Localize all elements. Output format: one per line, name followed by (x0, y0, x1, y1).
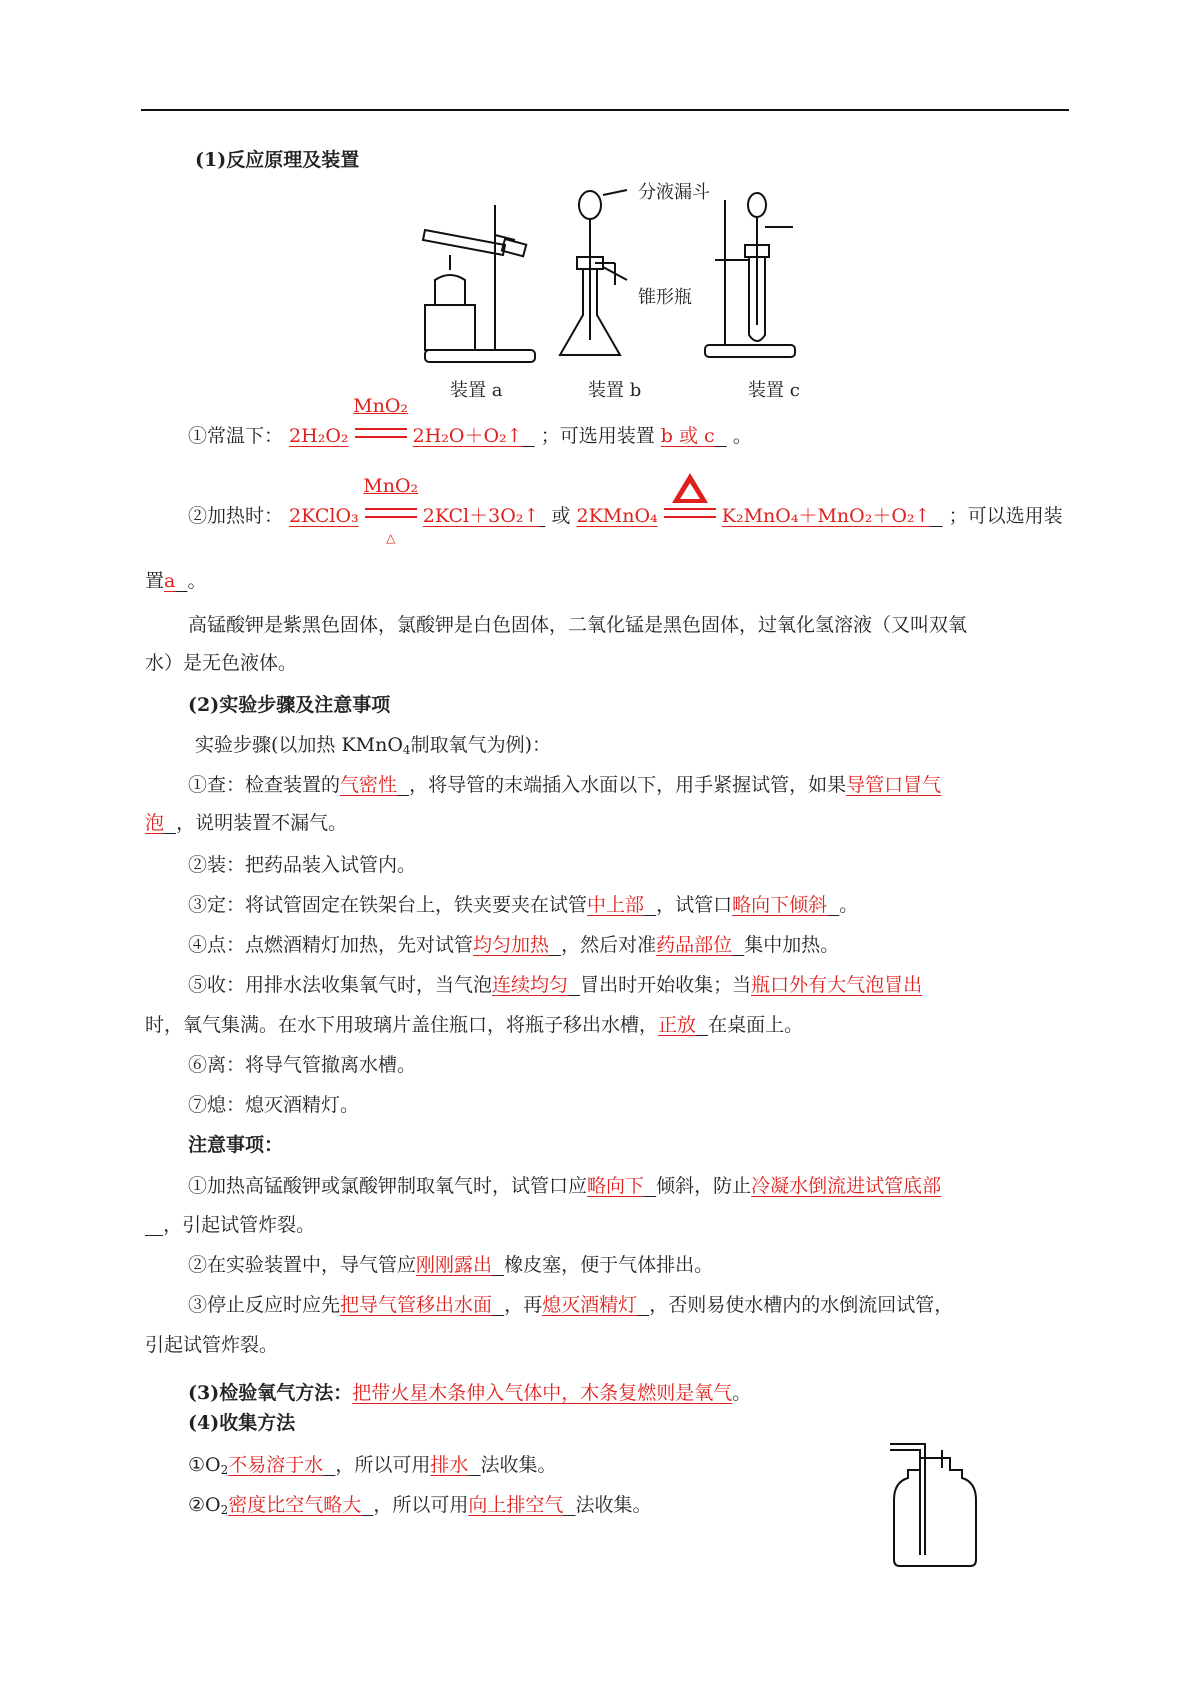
note1-line: ①加热高锰酸钾或氯酸钾制取氧气时，试管口应略向下 倾斜，防止冷凝水倒流进试管底部 (188, 1175, 942, 1197)
reaction1-end: 。 (732, 425, 752, 447)
reaction2-answer: a (164, 570, 176, 592)
caption-b: 装置 b (588, 380, 642, 401)
caption-a: 装置 a (450, 380, 503, 401)
reaction2-cont: 置 (145, 570, 165, 592)
notes-heading: 注意事项： (188, 1134, 284, 1156)
colors-note-line2: 水）是无色液体。 (145, 652, 298, 674)
step3-answer2: 略向下倾斜 (732, 894, 828, 916)
step5-line2: 时，氧气集满。在水下用玻璃片盖住瓶口，将瓶子移出水槽，正放 在桌面上。 (145, 1014, 804, 1036)
item2-answer1: 密度比空气略大 (228, 1494, 362, 1516)
item2-answer2: 向上排空气 (468, 1494, 564, 1516)
reaction1-arrow (353, 395, 409, 449)
note3-answer2: 熄灭酒精灯 (542, 1294, 638, 1316)
reaction2-prefix: ②加热时： (188, 505, 284, 527)
step3-answer1: 中上部 (587, 894, 645, 916)
reaction1-answer: b 或 c (660, 425, 715, 447)
section3-line: (3)检验氧气方法：把带火星木条伸入气体中，木条复燃则是氧气。 (188, 1382, 752, 1404)
step2-line: ②装：把药品装入试管内。 (188, 854, 417, 876)
step1-line: ①查：检查装置的气密性 ，将导管的末端插入水面以下，用手紧握试管，如果导管口冒气 (188, 774, 942, 796)
reaction2-arrow2 (664, 503, 716, 529)
reaction2-cont-line (145, 568, 206, 594)
step5-answer2: 瓶口外有大气泡冒出 (751, 974, 923, 996)
note1-answer2: 冷凝水倒流进试管底部 (751, 1175, 942, 1197)
reaction1-rhs: 2H₂O＋O₂↑ (412, 425, 523, 447)
heat-triangle-icon (672, 473, 708, 503)
collection-bottle-figure (880, 1440, 990, 1570)
reaction2-eq2-rhs: K₂MnO₄＋MnO₂＋O₂↑ (721, 505, 931, 527)
reaction2-end: 。 (187, 570, 207, 592)
step4-line: ④点：点燃酒精灯加热，先对试管均匀加热 ，然后对准药品部位 集中加热。 (188, 934, 840, 956)
step7-line: ⑦熄：熄灭酒精灯。 (188, 1094, 360, 1116)
reaction2-mid: ；可以选用装 (948, 505, 1063, 527)
step1-answer1: 气密性 (340, 774, 398, 796)
step1-line2: 泡 ，说明装置不漏气。 (145, 812, 348, 834)
step6-line: ⑥离：将导气管撤离水槽。 (188, 1054, 417, 1076)
funnel-label: 分液漏斗 (638, 182, 710, 203)
section4-heading: (4)收集方法 (188, 1412, 296, 1434)
step5-line: ⑤收：用排水法收集氧气时，当气泡连续均匀 冒出时开始收集；当瓶口外有大气泡冒出 (188, 974, 923, 996)
step5-answer3: 正放 (658, 1014, 697, 1036)
note1-answer1: 略向下 (587, 1175, 645, 1197)
steps-intro: 实验步骤(以加热 KMnO$_4$制取氧气为例)： (195, 734, 551, 757)
item1-answer1: 不易溶于水 (228, 1454, 324, 1476)
reaction2-eq1-lhs: 2KClO₃ (289, 505, 359, 527)
note3-line2: 引起试管炸裂。 (145, 1334, 279, 1356)
flask-label: 锥形瓶 (638, 287, 692, 308)
colors-note-line1: 高锰酸钾是紫黑色固体，氯酸钾是白色固体，二氧化锰是黑色固体，过氧化氢溶液（又叫双氧 (188, 614, 968, 636)
section1-heading: (1)反应原理及装置 (195, 149, 360, 171)
note3-line: ③停止反应时应先把导气管移出水面 ，再熄灭酒精灯 ，否则易使水槽内的水倒流回试管， (188, 1294, 954, 1316)
collect-item2: $②O_2$密度比空气略大 ，所以可用向上排空气 法收集。 (188, 1494, 652, 1517)
reaction2-or: 或 (551, 505, 571, 527)
reaction1-catalyst: MnO₂ (353, 395, 409, 417)
step3-line: ③定：将试管固定在铁架台上，铁夹要夹在试管中上部 ，试管口略向下倾斜 。 (188, 894, 859, 916)
reaction1-lhs: 2H₂O₂ (289, 425, 349, 447)
reaction1-mid: ；可选用装置 (540, 425, 655, 447)
reaction1-prefix: ①常温下： (188, 425, 284, 447)
reaction2-line (188, 475, 1063, 545)
reaction2-eq1-rhs: 2KCl＋3O₂↑ (422, 505, 540, 527)
header-rule (141, 109, 1069, 111)
item1-answer2: 排水 (430, 1454, 469, 1476)
note1-line2: ，引起试管炸裂。 (163, 1214, 316, 1236)
section3-heading: (3)检验氧气方法： (188, 1382, 353, 1404)
step4-answer2: 药品部位 (656, 934, 733, 956)
caption-c: 装置 c (748, 380, 800, 401)
step5-answer1: 连续均匀 (492, 974, 569, 996)
reaction2-arrow1 (363, 475, 419, 545)
step1-answer2: 导管口冒气 (846, 774, 942, 796)
step4-answer1: 均匀加热 (473, 934, 550, 956)
section2-heading: (2)实验步骤及注意事项 (188, 694, 391, 716)
collect-item1: $①O_2$不易溶于水 ，所以可用排水 法收集。 (188, 1454, 557, 1477)
reaction2-catalyst: MnO₂ (363, 475, 419, 497)
reaction1-line (188, 395, 752, 449)
section3-answer: 把带火星木条伸入气体中，木条复燃则是氧气 (352, 1382, 733, 1404)
note2-answer1: 刚刚露出 (416, 1254, 493, 1276)
note2-line: ②在实验装置中，导气管应刚刚露出 橡皮塞，便于气体排出。 (188, 1254, 714, 1276)
reaction2-eq2-lhs: 2KMnO₄ (576, 505, 658, 527)
heat-symbol-small: △ (386, 531, 396, 545)
note3-answer1: 把导气管移出水面 (340, 1294, 493, 1316)
